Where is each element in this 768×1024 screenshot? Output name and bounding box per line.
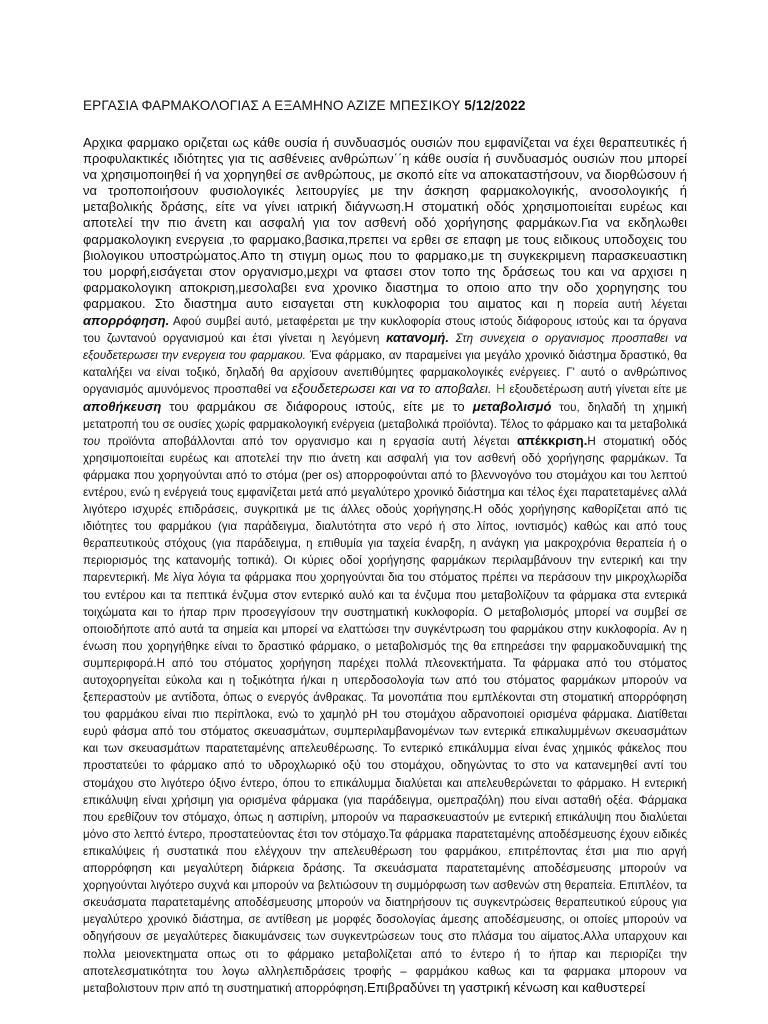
text-segment: απορρόφηση.	[83, 313, 170, 329]
text-segment: πορεία αυτή λέγεται	[573, 297, 687, 311]
text-segment: μεταβολισμό	[472, 398, 552, 414]
text-segment: Ένα φάρμακο, αν παραμείνει για μεγάλο χρονικό διάστημα δραστικό, θα καταλήξει να είναι τοξικό, δηλαδή θα αρχίσουν ανεπιθύμητες φαρμακολογικές ενέργειες. Γ' αυτό ο ανθρώπινος οργανισμός αμυνόμενος προσπαθεί να	[83, 349, 687, 397]
text-segment: απέκκριση.	[516, 432, 588, 448]
text-segment: εξουδετέρωση αυτή γίνεται είτε με	[505, 383, 687, 397]
text-segment: Η	[491, 381, 506, 397]
text-segment: του	[83, 434, 101, 448]
text-segment: κατανομή.	[386, 330, 449, 346]
text-segment: Αφού συμβεί αυτό, μεταφέρεται με την κυκλοφορία στους ιστούς διάφορους ιστούς και τα όργανα του ζωντανού οργανισμού και έτσι γίνεται η λεγόμενη	[83, 315, 687, 346]
document-title	[83, 98, 687, 113]
text-segment: του, δηλαδή τη χημική μετατροπή του σε ουσίες χωρίς φαρμακολογική ενέργεια (μεταβολικά προϊόντα). Τέλος το φάρμακο και τα μεταβολικά	[83, 400, 687, 431]
title-text: ΕΡΓΑΣΙΑ ΦΑΡΜΑΚΟΛΟΓΙΑΣ Α ΕΞΑΜΗΝΟ ΑΖΙΖΕ ΜΠΕΣΙΚΟΥ	[83, 98, 465, 113]
text-segment: Επιβραδύνει τη γαστρική κένωση και καθυστερεί	[366, 979, 646, 995]
text-segment: αποθήκευση	[83, 398, 162, 414]
text-segment: εξουδετερωσει και να το αποβαλει.	[291, 381, 492, 397]
document-body	[83, 135, 687, 997]
document-page	[83, 98, 687, 997]
text-segment: Στη συνεχεια ο οργανισμος προσπαθει να εξουδετερωσει την ενεργεια του φαρμακου.	[83, 332, 687, 363]
text-segment: Η στοματική οδός χρησιμοποιείται ευρέως και αποτελεί την πιο άνετη και ασφαλή για τον ασθενή οδό χορήγησης φαρμάκων. Τα φάρμακα που χορηγούνται από το στόμα (per os) απορροφούνται από το βλεννογόνο του στομάχου και του λεπτού εντέρου, ενώ η ενέργειά τους εμφανίζεται μετά από μεγαλύτερο χρονικό διάστημα και τέλος έχει παρατεταμένες αλλά λιγότερο ισχυρές επιδράσεις, συγκριτικά με τις άλλες οδούς χορήγησης.Η οδός χορήγησης καθορίζεται από τις ιδιότητες του φαρμάκου (για παράδειγμα, διαλυτότητα στο νερό ή στο λίπος, ιοντισμός) καθώς και από τους θεραπευτικούς στόχους (για παράδειγμα, η επιθυμία για ταχεία έναρξη, η ανάγκη για μακροχρόνια θεραπεία ή ο περιορισμός της κατανομής τοπικά). Οι κύριες οδοί χορήγησης φαρμάκων περιλαμβάνουν την εντερική και την παρεντερική. Με λίγα λόγια τα φάρμακα που χορηγούνται δια του στόματος πρέπει να περάσουν την μικροχλωρίδα του εντέρου και τα πεπτικά ένζυμα στον εντερικό αυλό και τα ένζυμα που μεταβολίζουν τα φάρμακα στα εντερικά τοιχώματα και το ήπαρ πριν προσεγγίσουν την συστηματική κυκλοφορία. Ο μεταβολισμός μπορεί να συμβεί σε οποιοδήποτε από αυτά τα σημεία και μπορεί να ελαττώσει την συγκέντρωση του φαρμάκου στην κυκλοφορία. Αν η ένωση που χορηγήθηκε είναι το δραστικό φάρμακο, ο μεταβολισμός της θα επηρεάσει την φαρμακοδυναμική της συμπεριφορά.Η από του στόματος χορήγηση παρέχει πολλά πλεονεκτήματα. Τα φάρμακα από του στόματος αυτοχορηγείται εύκολα και η τοξικότητα ή/και η υπερδοσολογία των από του στόματος φαρμάκων μπορούν να ξεπεραστούν με αντίδοτα, όπως ο ενεργός άνθρακας. Τα μονοπάτια που εμπλέκονται στη στοματική απορρόφηση του φαρμάκου είναι πιο περίπλοκα, ενώ το χαμηλό pH του στομάχου αδρανοποιεί ορισμένα φάρμακα. Διατίθεται ευρύ φάσμα από του στόματος σκευασμάτων, συμπεριλαμβανομένων των εντερικά επικαλυμμένων σκευασμάτων και των σκευασμάτων παρατεταμένης απελευθέρωσης. Το εντερικό επικάλυμμα είναι ένας χημικός φάκελος που προστατεύει το φάρμακο από το υδροχλωρικό οξύ του στομάχου, οδηγώντας το στο να κατανεμηθεί αντί του στομάχου στο λιγότερο όξινο έντερο, όπου το επικάλυμμα διαλύεται και απελευθερώνεται το φάρμακο. Η εντερική επικάλυψη είναι χρήσιμη για ορισμένα φάρμακα (για παράδειγμα, ομεπραζόλη) που είναι ασταθή οξέα. Φάρμακα που ερεθίζουν τον στόμαχο, όπως η ασπιρίνη, μπορούν να παρασκευαστούν με εντερική επικάλυψη που διαλύεται μόνο στο λεπτό έντερο, προστατεύοντας έτσι τον στόμαχο.Τα φάρμακα παρατεταμένης αποδέσμευσης έχουν ειδικές επικαλύψεις ή συστατικά που ελέγχουν την απελευθέρωση του φαρμάκου, επιτρέποντας έτσι μια πιο αργή απορρόφηση και μεγαλύτερη διάρκεια δράσης. Τα σκευάσματα παρατεταμένης αποδέσμευσης μπορούν να χορηγούνται λιγότερο συχνά και μπορούν να βελτιώσουν τη συμμόρφωση των ασθενών στη θεραπεία. Επιπλέον, τα σκευάσματα παρατεταμένης αποδέσμευσης μπορούν να διατηρήσουν τις συγκεντρώσεις θεραπευτικού εύρους για μεγαλύτερο χρονικό διάστημα, σε αντίθεση με μορφές δοσολογίας άμεσης αποδέσμευσης, οι οποίες μπορούν να οδηγήσουν σε μεγαλύτερες διακυμάνσεις των συγκεντρώσεων τους στο πλάσμα του αίματος.Αλλα υπαρχουν και πολλα μειονεκτηματα οπως οτι το φάρμακο μεταβολίζεται από το έντερο ή το ήπαρ και περιορίζει την αποτελεσματικότητα του λογω αλληλεπιδράσεις τροφής – φαρμάκου καθως και τα φαρμακα μπορουν να μεταβολιστουν πριν από τη συστηματική απορρόφηση.	[83, 434, 687, 995]
text-segment: Αρχικα φαρμακο οριζεται ως κάθε ουσία ή συνδυασμός ουσιών που εμφανίζεται να έχει θεραπευτικές ή προφυλακτικές ιδιότητες για τις ασθένειες ανθρώπων΄΄η κάθε ουσία ή συνδυασμός ουσιών που μπορεί να χρησιμοποιηθεί ή να χορηγηθεί σε ανθρώπους, με σκοπό είτε να αποκαταστήσουν, να διορθώσουν ή να τροποποιήσουν φυσιολογικές λειτουργίες με την άσκηση φαρμακολογικής, ανοσολογικής ή μεταβολικής δράσης, είτε να γίνει ιατρική διάγνωση.Η στοματική οδός χρησιμοποιείται ευρέως και αποτελεί την πιο άνετη και ασφαλή για τον ασθενή οδό χορήγησης φαρμάκων.Για να εκδηλωθει φαρμακολογικη ενεργεια ,το φαρμακο,βασικα,πρεπει να ερθει σε επαφη με τους ειδικους υποδοχεις του βιολογικου υποστρώματος.Απο τη στιγμη ομως που το φαρμακο,με τη συγκεκριμενη παρασκευαστικη του μορφή,εισάγεται στον οργανισμο,μεχρι να φτασει στον τοπο της δράσεως του και να αρχισει η φαρμακολογικη αποκριση,μεσολαβει ενα χρονικο διαστημα το οποιο απο την οδο χορηγησης του φαρμακου. Στο διαστημα αυτο εισαγεται στη κυκλοφορια του αιματος και η	[83, 135, 687, 311]
title-date: 5/12/2022	[464, 98, 526, 113]
text-segment: του φαρμάκου σε διάφορους ιστούς, είτε με το	[161, 398, 473, 414]
text-segment: προϊόντα αποβάλλονται από τον οργανισμο και η εργασία αυτή λέγεται	[100, 434, 517, 448]
